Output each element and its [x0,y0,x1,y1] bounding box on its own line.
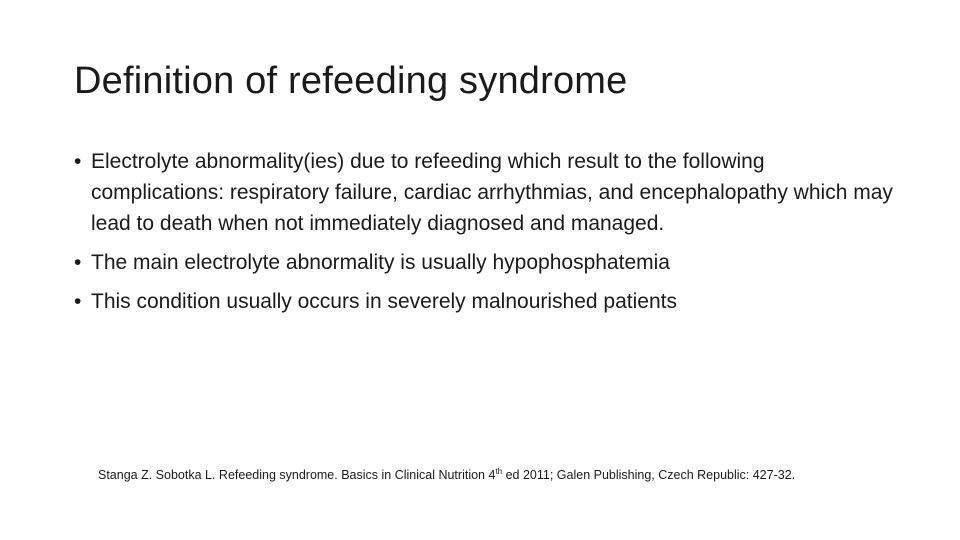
bullet-marker: • [74,290,82,313]
slide-title: Definition of refeeding syndrome [74,60,628,102]
bullet-text: The main electrolyte abnormality is usually hypophosphatemia [91,251,670,274]
reference-text-before: Stanga Z. Sobotka L. Refeeding syndrome. Basics in Clinical Nutrition 4 [98,468,496,482]
reference-text-after: ed 2011; Galen Publishing, Czech Republic: 427-32. [502,468,796,482]
reference-citation [98,466,938,484]
bullet-item-electrolyte-abnormality [74,146,894,239]
bullet-text: Electrolyte abnormality(ies) due to refeeding which result to the following complications: respiratory failure, cardiac arrhythmias, and encephalopathy which may lead to death when not immediately diagnosed and managed. [91,150,893,235]
bullet-item-condition-occurrence [74,286,894,317]
bullet-marker: • [74,251,82,274]
bullet-marker: • [74,150,82,173]
bullet-item-main-electrolyte [74,247,894,278]
reference-superscript: th [495,466,503,476]
bullet-list [74,146,894,325]
bullet-text: This condition usually occurs in severely malnourished patients [91,290,677,313]
